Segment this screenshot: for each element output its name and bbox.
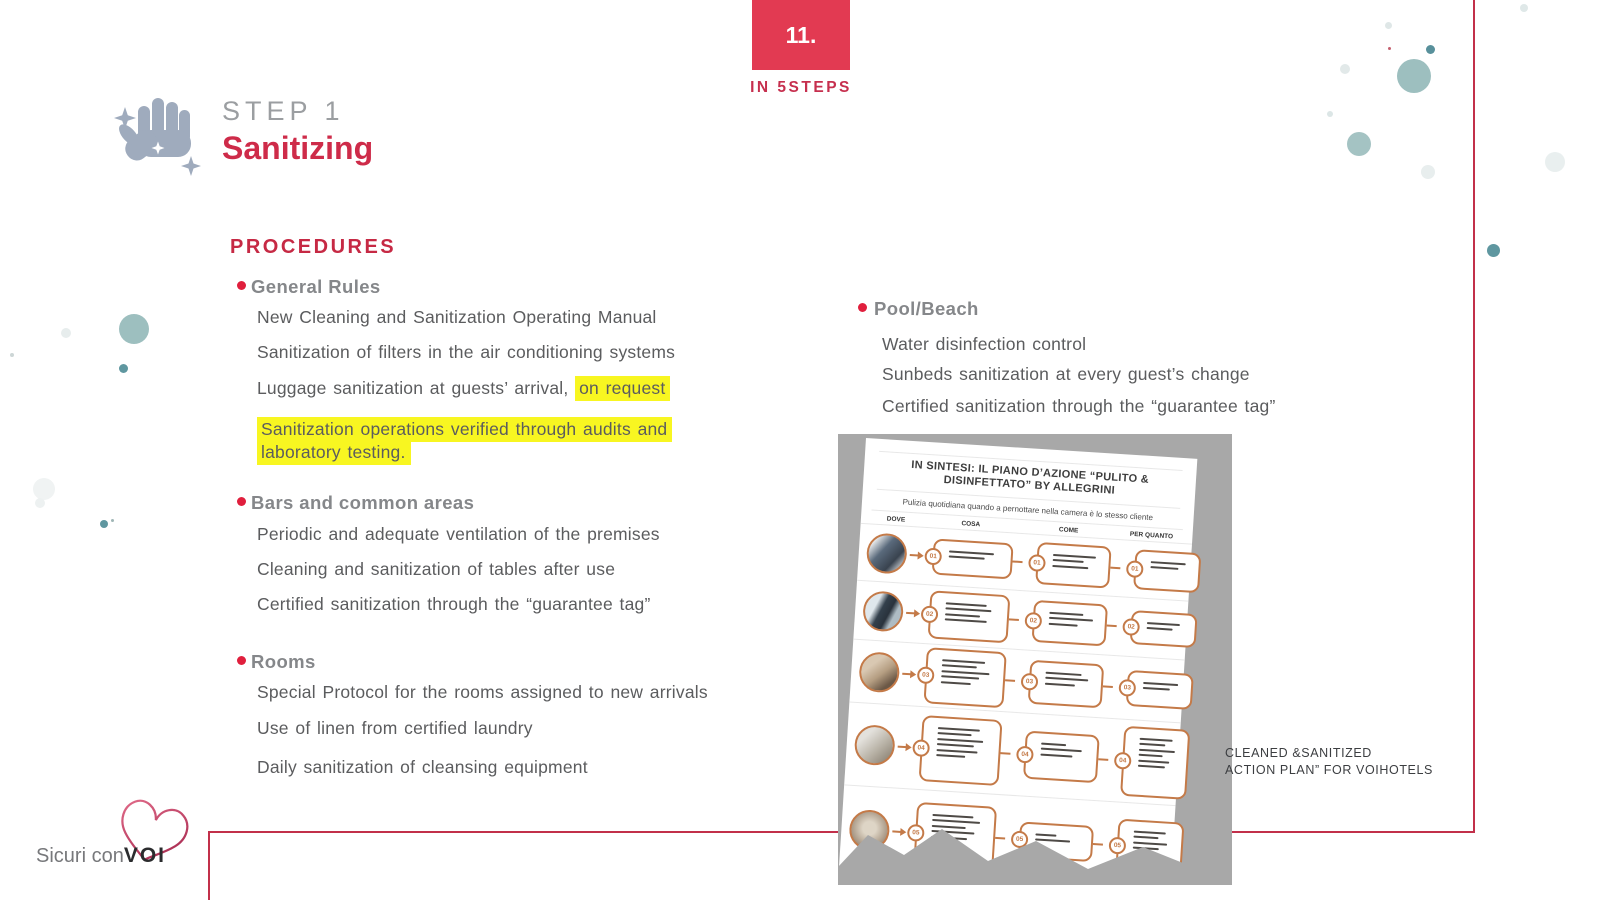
list-item: Cleaning and sanitization of tables after use bbox=[257, 559, 616, 579]
frame-right-line bbox=[1473, 0, 1475, 833]
page-title: Sanitizing bbox=[222, 130, 374, 166]
step-badge: 01 bbox=[924, 547, 942, 565]
connector-line bbox=[1103, 685, 1113, 688]
highlighted-text: on request bbox=[575, 376, 670, 401]
action-plan-document-image bbox=[838, 434, 1232, 885]
list-item: Certified sanitization through the “guarantee tag” bbox=[882, 396, 1276, 416]
step-badge: 04 bbox=[1016, 746, 1034, 764]
column-header: COME bbox=[1058, 526, 1079, 535]
document-subtitle: Pulizia quotidiana quando a pernottare nella camera è lo stesso cliente bbox=[871, 490, 1184, 531]
step-badge: 03 bbox=[917, 666, 935, 684]
decorative-dot bbox=[1421, 165, 1435, 179]
location-photo bbox=[858, 651, 900, 693]
list-item: Sunbeds sanitization at every guest’s change bbox=[882, 364, 1250, 384]
slide-number: 11. bbox=[785, 21, 817, 48]
decorative-dot bbox=[100, 520, 108, 528]
location-photo bbox=[854, 724, 896, 766]
column-header: DOVE bbox=[886, 515, 906, 524]
step-badge: 02 bbox=[1024, 612, 1042, 630]
step-badge: 02 bbox=[921, 605, 939, 623]
step-badge: 01 bbox=[1028, 554, 1046, 572]
procedures-heading: PROCEDURES bbox=[230, 236, 397, 258]
arrow-icon bbox=[906, 612, 915, 615]
decorative-dot bbox=[10, 353, 14, 357]
section-bullet bbox=[237, 656, 246, 665]
decorative-dot bbox=[1545, 152, 1565, 172]
decorative-dot bbox=[33, 478, 55, 500]
torn-paper-edge bbox=[838, 805, 1232, 885]
list-item: New Cleaning and Sanitization Operating Manual bbox=[257, 307, 657, 327]
section-title-bars: Bars and common areas bbox=[251, 492, 475, 513]
step-badge: 02 bbox=[1122, 618, 1140, 636]
decorative-dot bbox=[35, 498, 45, 508]
decorative-dot bbox=[119, 364, 128, 373]
arrow-icon bbox=[902, 673, 911, 676]
connector-line bbox=[1005, 679, 1015, 682]
step-badge: 05 bbox=[907, 824, 925, 842]
location-photo bbox=[862, 590, 904, 632]
list-item: Daily sanitization of cleansing equipment bbox=[257, 757, 588, 777]
section-bullet bbox=[237, 281, 246, 290]
document-caption-line2: ACTION PLAN” FOR VOIHOTELS bbox=[1225, 763, 1433, 777]
decorative-dot bbox=[1385, 22, 1392, 29]
list-item: Luggage sanitization at guests’ arrival, on request bbox=[257, 378, 670, 399]
connector-line bbox=[1107, 624, 1117, 627]
section-bullet bbox=[237, 497, 246, 506]
logo-prefix: Sicuri con bbox=[36, 845, 124, 867]
decorative-dot bbox=[1426, 45, 1435, 54]
section-title-general-rules: General Rules bbox=[251, 276, 381, 297]
step-badge: 05 bbox=[1011, 830, 1029, 848]
decorative-dot bbox=[1327, 111, 1333, 117]
decorative-dot bbox=[1388, 47, 1391, 50]
connector-line bbox=[1098, 758, 1108, 761]
decorative-dot bbox=[1340, 64, 1350, 74]
step-badge: 04 bbox=[912, 739, 930, 757]
section-title-rooms: Rooms bbox=[251, 651, 316, 672]
section-bullet bbox=[858, 303, 867, 312]
column-header: PER QUANTO bbox=[1129, 530, 1174, 541]
list-item: Special Protocol for the rooms assigned to new arrivals bbox=[257, 682, 708, 702]
step-badge: 04 bbox=[1114, 752, 1132, 770]
column-header: COSA bbox=[961, 520, 981, 529]
highlighted-text-block: Sanitization operations verified through audits and laboratory testing. bbox=[257, 417, 672, 465]
step-badge: 03 bbox=[1118, 679, 1136, 697]
steps-label: IN 5STEPS bbox=[750, 79, 852, 96]
step-badge: 03 bbox=[1021, 673, 1039, 691]
decorative-dot bbox=[1520, 4, 1528, 12]
list-item: Use of linen from certified laundry bbox=[257, 718, 533, 738]
list-item: Sanitization of filters in the air conditioning systems bbox=[257, 342, 676, 362]
document-caption-line1: CLEANED &SANITIZED bbox=[1225, 746, 1372, 760]
frame-left-stub-line bbox=[208, 831, 210, 900]
arrow-icon bbox=[898, 746, 907, 749]
connector-line bbox=[1110, 567, 1120, 570]
list-item: Water disinfection control bbox=[882, 334, 1087, 354]
arrow-icon bbox=[910, 554, 919, 557]
step-badge: 01 bbox=[1126, 560, 1144, 578]
decorative-dot bbox=[111, 519, 114, 522]
logo-brand: VOI bbox=[123, 844, 166, 867]
step-badge: 05 bbox=[1108, 837, 1126, 855]
connector-line bbox=[1000, 752, 1010, 755]
decorative-dot bbox=[119, 314, 149, 344]
footer-logo bbox=[36, 844, 166, 868]
decorative-dot bbox=[1397, 59, 1431, 93]
list-item bbox=[257, 418, 727, 464]
connector-line bbox=[1012, 560, 1022, 563]
list-item: Periodic and adequate ventilation of the premises bbox=[257, 524, 660, 544]
decorative-dot bbox=[1487, 244, 1500, 257]
hand-sparkles-icon bbox=[112, 90, 208, 186]
decorative-dot bbox=[1347, 132, 1371, 156]
decorative-dot bbox=[61, 328, 71, 338]
slide-number-box bbox=[752, 0, 850, 70]
location-photo bbox=[866, 532, 908, 574]
connector-line bbox=[1009, 618, 1019, 621]
document-title: IN SINTESI: IL PIANO D’AZIONE “PULITO & DISINFETTATO” BY ALLEGRINI bbox=[877, 451, 1183, 509]
step-label: STEP 1 bbox=[222, 96, 345, 126]
list-item: Certified sanitization through the “guarantee tag” bbox=[257, 594, 651, 614]
section-title-pool-beach: Pool/Beach bbox=[874, 298, 979, 319]
